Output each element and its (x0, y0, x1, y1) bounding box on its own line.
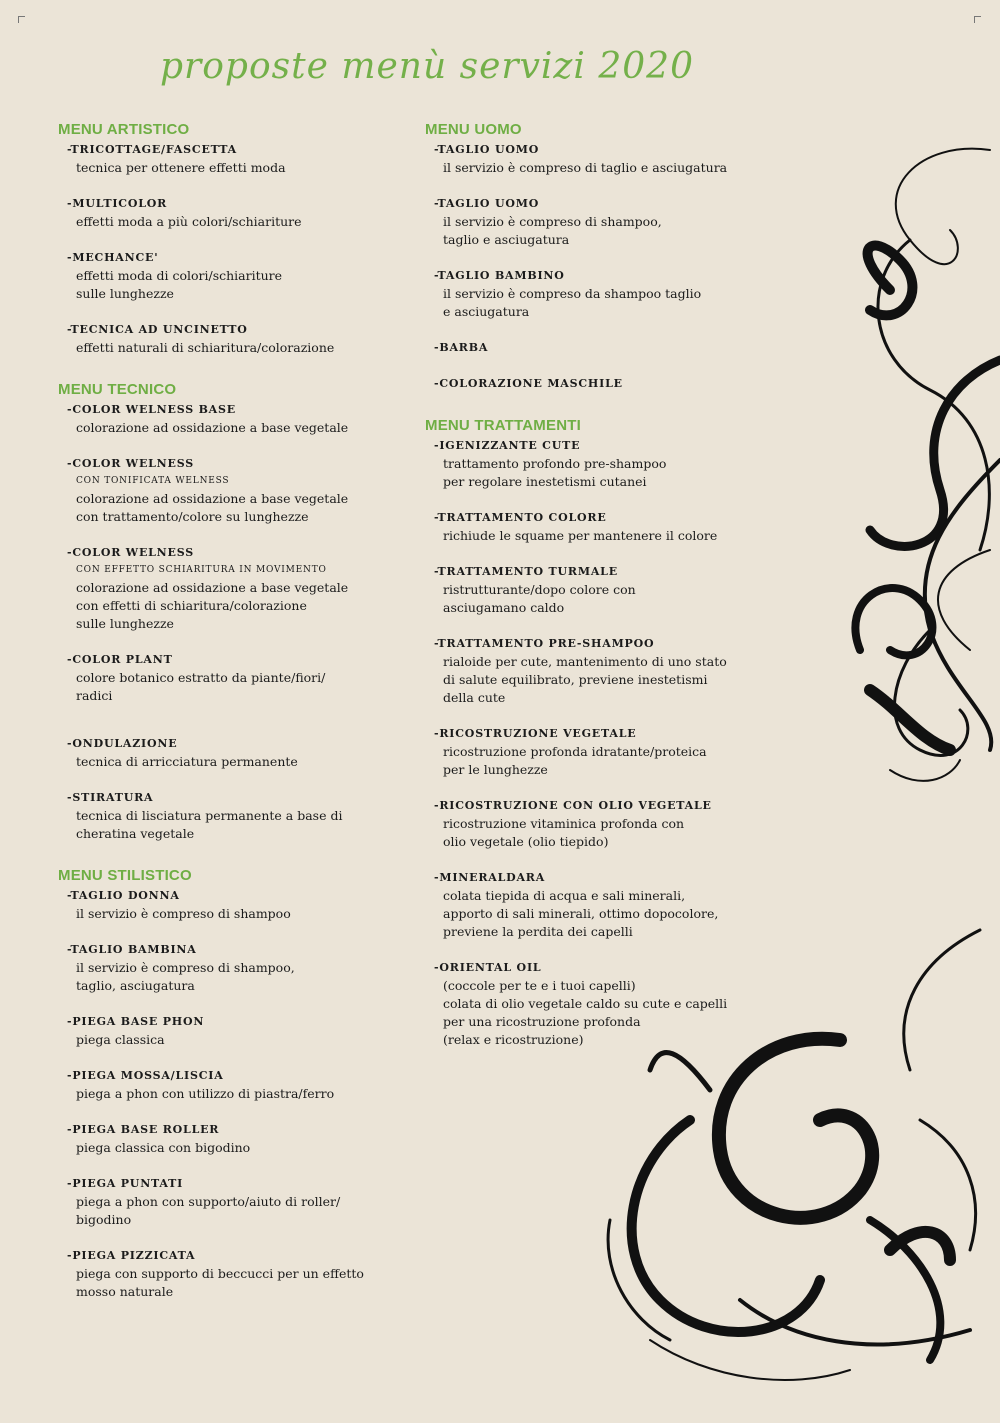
menu-item (434, 437, 765, 491)
item-description: effetti naturali di schiaritura/colorazione (76, 340, 335, 355)
menu-item (67, 1175, 398, 1229)
item-description: piega a phon con supporto/aiuto di roller/ bigodino (76, 1194, 341, 1227)
menu-item (434, 869, 765, 941)
item-name: -TRATTAMENTO PRE-SHAMPOO (434, 637, 655, 650)
section-menu-uomo (425, 121, 765, 393)
item-description: piega con supporto di beccucci per un effetto mosso naturale (76, 1266, 364, 1299)
item-name: -STIRATURA (67, 791, 154, 804)
item-description: piega a phon con utilizzo di piastra/ferro (76, 1086, 335, 1101)
item-name: -COLOR WELNESS (67, 457, 194, 470)
menu-item (67, 455, 398, 526)
menu-item (67, 401, 398, 437)
item-description: effetti moda a più colori/schiariture (76, 214, 302, 229)
menu-item (434, 725, 765, 779)
menu-item (67, 1013, 398, 1049)
section-menu-stilistico (58, 867, 398, 1301)
menu-item (67, 941, 398, 995)
item-name: -TAGLIO DONNA (67, 889, 180, 902)
menu-item (67, 1247, 398, 1301)
item-description: trattamento profondo pre-shampoo per regolare inestetismi cutanei (443, 456, 667, 489)
item-description: colorazione ad ossidazione a base vegetale con trattamento/colore su lunghezze (76, 491, 349, 524)
item-name: -MULTICOLOR (67, 197, 168, 210)
item-name: -TAGLIO BAMBINO (434, 269, 565, 282)
item-description: piega classica con bigodino (76, 1140, 251, 1155)
item-description: il servizio è compreso di shampoo (76, 906, 291, 921)
item-name: -ONDULAZIONE (67, 737, 178, 750)
item-description: il servizio è compreso da shampoo taglio e asciugatura (443, 286, 702, 319)
item-name: -RICOSTRUZIONE CON OLIO VEGETALE (434, 799, 712, 812)
menu-item (434, 141, 765, 177)
menu-item (67, 544, 398, 633)
menu-item (67, 195, 398, 231)
menu-item (67, 789, 398, 843)
menu-item (434, 797, 765, 851)
menu-item (67, 651, 398, 705)
item-description: richiude le squame per mantenere il colore (443, 528, 718, 543)
item-description: tecnica di lisciatura permanente a base di cheratina vegetale (76, 808, 343, 841)
item-name: -PIEGA BASE PHON (67, 1015, 205, 1028)
item-name: -ORIENTAL OIL (434, 961, 542, 974)
item-description: colorazione ad ossidazione a base vegetale (76, 420, 349, 435)
item-description: ricostruzione vitaminica profonda con olio vegetale (olio tiepido) (443, 816, 685, 849)
crop-mark-top-left (18, 16, 25, 23)
item-name: -TRATTAMENTO COLORE (434, 511, 607, 524)
crop-mark-top-right (974, 16, 981, 23)
item-description: colore botanico estratto da piante/fiori/ radici (76, 670, 326, 703)
item-description: rialoide per cute, mantenimento di uno stato di salute equilibrato, previene inestetismi della cute (443, 654, 727, 705)
item-name: -TAGLIO UOMO (434, 143, 540, 156)
item-description: ristrutturante/dopo colore con asciugamano caldo (443, 582, 636, 615)
menu-item (434, 635, 765, 707)
menu-item (67, 321, 398, 357)
item-name: -PIEGA PIZZICATA (67, 1249, 196, 1262)
left-column (58, 121, 398, 1325)
section-heading: MENU UOMO (425, 121, 522, 138)
item-name: -MINERALDARA (434, 871, 546, 884)
menu-item (434, 563, 765, 617)
item-name: -RICOSTRUZIONE VEGETALE (434, 727, 637, 740)
menu-item (67, 887, 398, 923)
item-name: -BARBA (434, 341, 489, 354)
item-name: -COLORAZIONE MASCHILE (434, 377, 623, 390)
menu-item (67, 1121, 398, 1157)
page-title: proposte menù servizi 2020 (160, 46, 694, 87)
item-name: -COLOR WELNESS BASE (67, 403, 236, 416)
menu-item (67, 249, 398, 303)
swirl-ornament-top (830, 130, 1000, 810)
item-name: -COLOR PLANT (67, 653, 173, 666)
item-description: colata tiepida di acqua e sali minerali, apporto di sali minerali, ottimo dopocolore, previene la perdita dei capelli (443, 888, 719, 939)
section-menu-artistico (58, 121, 398, 357)
menu-item (67, 1067, 398, 1103)
menu-item (434, 375, 765, 393)
menu-item (434, 267, 765, 321)
item-description: (coccole per te e i tuoi capelli) colata di olio vegetale caldo su cute e capelli per una ricostruzione profonda (relax e ricostruzione) (443, 978, 728, 1047)
item-name: -TECNICA AD UNCINETTO (67, 323, 248, 336)
item-name: -PIEGA PUNTATI (67, 1177, 184, 1190)
item-name: -PIEGA MOSSA/LISCIA (67, 1069, 224, 1082)
right-column (425, 121, 765, 1073)
section-menu-trattamenti (425, 417, 765, 1049)
item-subtitle: CON EFFETTO SCHIARITURA IN MOVIMENTO (76, 565, 327, 575)
item-description: ricostruzione profonda idratante/proteica per le lunghezze (443, 744, 707, 777)
menu-item (67, 141, 398, 177)
section-heading: MENU ARTISTICO (58, 121, 190, 138)
item-description: piega classica (76, 1032, 165, 1047)
section-heading: MENU TRATTAMENTI (425, 417, 581, 434)
menu-item (434, 195, 765, 249)
item-name: -PIEGA BASE ROLLER (67, 1123, 220, 1136)
menu-item (434, 959, 765, 1049)
item-name: -COLOR WELNESS (67, 546, 194, 559)
item-name: -TRATTAMENTO TURMALE (434, 565, 618, 578)
item-description: tecnica di arricciatura permanente (76, 754, 298, 769)
item-description: tecnica per ottenere effetti moda (76, 160, 286, 175)
item-description: effetti moda di colori/schiariture sulle lunghezze (76, 268, 283, 301)
section-heading: MENU STILISTICO (58, 867, 192, 884)
item-description: il servizio è compreso di shampoo, taglio, asciugatura (76, 960, 295, 993)
section-heading: MENU TECNICO (58, 381, 177, 398)
section-menu-tecnico (58, 381, 398, 843)
item-description: il servizio è compreso di taglio e asciugatura (443, 160, 728, 175)
item-description: il servizio è compreso di shampoo, taglio e asciugatura (443, 214, 662, 247)
item-name: -IGENIZZANTE CUTE (434, 439, 581, 452)
item-name: -TAGLIO BAMBINA (67, 943, 197, 956)
item-name: -TRICOTTAGE/FASCETTA (67, 143, 237, 156)
menu-item (434, 339, 765, 357)
item-description: colorazione ad ossidazione a base vegetale con effetti di schiaritura/colorazione sulle lunghezze (76, 580, 349, 631)
item-name: -MECHANCE' (67, 251, 159, 264)
menu-item (434, 509, 765, 545)
item-name: -TAGLIO UOMO (434, 197, 540, 210)
item-subtitle: CON TONIFICATA WELNESS (76, 476, 230, 486)
menu-item (67, 735, 398, 771)
